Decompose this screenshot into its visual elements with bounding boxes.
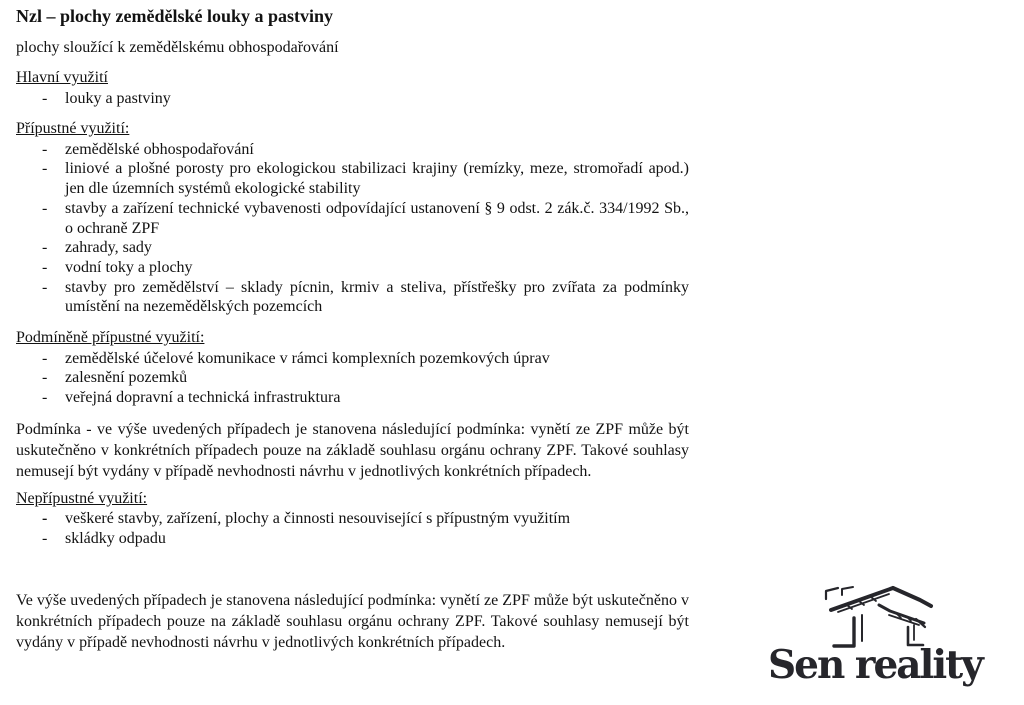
- list-item: [16, 388, 689, 408]
- page-title: Nzl – plochy zemědělské louky a pastviny: [16, 6, 334, 26]
- list-item: [16, 159, 689, 198]
- list-item: [16, 89, 689, 109]
- list-item-text: veřejná dopravní a technická infrastruktura: [65, 388, 341, 406]
- dash-bullet: -: [42, 369, 48, 387]
- conditionally-permissible-use-list: [16, 349, 689, 408]
- list-item-text: zahrady, sady: [65, 239, 152, 257]
- sen-reality-logo: [768, 582, 1016, 702]
- section-heading-permissible-use: Přípustné využití:: [16, 120, 130, 138]
- dash-bullet: -: [42, 140, 48, 158]
- list-item: [16, 238, 689, 258]
- list-item: [16, 140, 689, 160]
- list-item-text: zalesnění pozemků: [65, 369, 188, 387]
- list-item-text: liniové a plošné porosty pro ekologickou stabilizaci krajiny (remízky, meze, stromořadí apod.) jen dle územních systémů ekologické stability: [65, 160, 689, 198]
- dash-bullet: -: [42, 239, 48, 257]
- list-item-text: stavby pro zemědělství – sklady pícnin, krmiv a steliva, přístřešky pro zvířata za podmínky umístění na nezemědělských pozemcích: [65, 278, 689, 316]
- dash-bullet: -: [42, 529, 48, 547]
- document-page: [16, 5, 689, 653]
- list-item-text: vodní toky a plochy: [65, 258, 193, 276]
- list-item-text: zemědělské obhospodařování: [65, 140, 254, 158]
- section-heading-inadmissible-use: Nepřípustné využití:: [16, 489, 148, 507]
- dash-bullet: -: [42, 388, 48, 406]
- dash-bullet: -: [42, 160, 48, 178]
- list-item: [16, 199, 689, 238]
- list-item-text: louky a pastviny: [65, 89, 171, 107]
- dash-bullet: -: [42, 510, 48, 528]
- list-item: [16, 509, 689, 529]
- condition-paragraph: Podmínka - ve výše uvedených případech je stanovena následující podmínka: vynětí ze ZPF může být uskutečněno v konkrétních případech pouze na základě souhlasu orgánu ochrany ZPF. Takové souhlasy nemusejí být vydány v případě nevhodnosti návrhu v jednotlivých konkrétních případech.: [16, 420, 689, 480]
- list-item-text: veškeré stavby, zařízení, plochy a činnosti nesouvisející s přípustným využitím: [65, 510, 571, 528]
- section-heading-conditionally-permissible-use: Podmíněně přípustné využití:: [16, 329, 205, 347]
- dash-bullet: -: [42, 349, 48, 367]
- dash-bullet: -: [42, 89, 48, 107]
- list-item-text: skládky odpadu: [65, 529, 166, 547]
- dash-bullet: -: [42, 199, 48, 217]
- list-item: [16, 349, 689, 369]
- inadmissible-use-list: [16, 509, 689, 548]
- permissible-use-list: [16, 140, 689, 317]
- dash-bullet: -: [42, 258, 48, 276]
- intro-text: plochy sloužící k zemědělskému obhospodařování: [16, 39, 339, 56]
- list-item-text: stavby a zařízení technické vybavenosti odpovídající ustanovení § 9 odst. 2 zák.č. 334/1992 Sb., o ochraně ZPF: [65, 199, 689, 237]
- dash-bullet: -: [42, 278, 48, 296]
- list-item: [16, 529, 689, 549]
- list-item: [16, 368, 689, 388]
- section-heading-main-use: Hlavní využití: [16, 69, 108, 86]
- logo-text: Sen reality: [768, 642, 982, 688]
- main-use-list: [16, 89, 689, 109]
- list-item: [16, 258, 689, 278]
- list-item-text: zemědělské účelové komunikace v rámci komplexních pozemkových úprav: [65, 349, 550, 367]
- final-condition-paragraph: Ve výše uvedených případech je stanovena následující podmínka: vynětí ze ZPF může být uskutečněno v konkrétních případech pouze na základě souhlasu orgánu ochrany ZPF. Takové souhlasy nemusejí být vydány v případě nevhodnosti návrhu v jednotlivých konkrétních případech.: [16, 591, 689, 651]
- list-item: [16, 278, 689, 317]
